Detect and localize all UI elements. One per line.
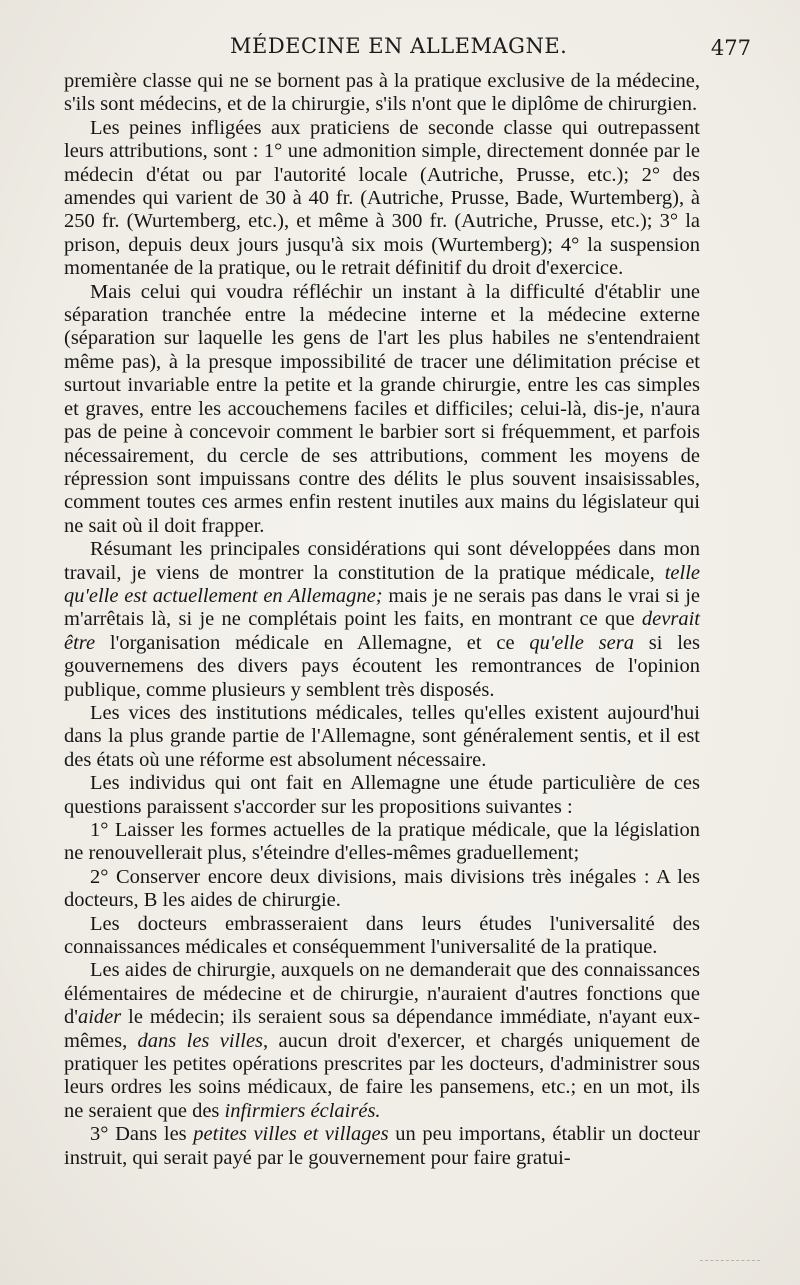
- paragraph-4-text-4: si les gouvernemens des divers pays écoutent les remontrances de l'opinion publique, comme plusieurs y semblent très disposés.: [64, 631, 701, 701]
- paragraph-4-text-2: mais je ne serais pas dans le vrai si je m'arrêtais là, si je ne complétais point les faits, en montrant ce que: [64, 584, 701, 631]
- paragraph-11-text-1: 3° Dans les: [90, 1123, 194, 1146]
- paragraph-10-text-3: , aucun droit d'exercer, et chargés uniquement de pratiquer les petites opérations prescrites par les docteurs, d'administrer sous leurs ordres les soins médicaux, de faire les pansemens, etc.; en un mot, ils ne seraient que des: [64, 1029, 700, 1122]
- paragraph-10-text-1: Les aides de chirurgie, auxquels on ne demanderait que des connaissances élémentaires de médecine et de chirurgie, n'auraient d'autres fonctions que d': [64, 959, 700, 1029]
- paragraph-8: 2° Conserver encore deux divisions, mais divisions très inégales : A les docteurs, B les aides de chirurgie.: [64, 865, 700, 912]
- paragraph-10-italic-2: dans les villes: [137, 1029, 264, 1052]
- paragraph-4-text-3: l'organisation médicale en Allemagne, et ce: [95, 631, 530, 654]
- paragraph-4: [64, 538, 700, 702]
- paragraph-10-italic-1: aider: [77, 1006, 122, 1029]
- paragraph-10-italic-3: infirmiers éclairés.: [224, 1099, 381, 1122]
- paragraph-10-text-2: le médecin; ils seraient sous sa dépendance immédiate, n'ayant eux-mêmes,: [64, 1006, 700, 1052]
- body-text: [64, 70, 700, 1170]
- paragraph-4-italic-3: qu'elle sera: [529, 631, 634, 654]
- paragraph-4-italic-2: devrait être: [64, 608, 700, 654]
- page-header: [60, 30, 765, 70]
- paragraph-4-text-1: Résumant les principales considérations qui sont développées dans mon travail, je viens de montrer la constitution de la pratique médicale,: [64, 538, 700, 584]
- paragraph-7: 1° Laisser les formes actuelles de la pratique médicale, que la législation ne renouvellerait plus, s'éteindre d'elles-mêmes graduellement;: [64, 819, 700, 865]
- paragraph-10: [64, 959, 700, 1123]
- scan-artifact: [700, 1260, 760, 1263]
- paragraph-1: première classe qui ne se bornent pas à la pratique exclusive de la médecine, s'ils sont médecins, et de la chirurgie, s'ils n'ont que le diplôme de chirurgien.: [64, 70, 700, 116]
- page-number: 477: [710, 36, 751, 60]
- paragraph-2: Les peines infligées aux praticiens de seconde classe qui outrepassent leurs attributions, sont : 1° une admonition simple, directement donnée par le médecin d'état ou par l'autorité locale (Autriche, Prusse, etc.); 2° des amendes qui varient de 30 à 40 fr. (Autriche, Prusse, Bade, Wurtemberg), à 250 fr. (Wurtemberg, etc.), et même à 300 fr. (Autriche, Prusse, etc.); 3° la prison, depuis deux jours jusqu'à six mois (Wurtemberg); 4° la suspension momentanée de la pratique, ou le retrait définitif du droit d'exercice.: [64, 116, 700, 280]
- paragraph-3: Mais celui qui voudra réfléchir un instant à la difficulté d'établir une séparation tranchée entre la médecine interne et la médecine externe (séparation sur laquelle les gens de l'art les plus habiles ne s'entendraient même pas), à la presque impossibilité de tracer une délimitation précise et surtout invariable entre la petite et la grande chirurgie, entre les cas simples et graves, entre les accouchemens faciles et difficiles; celui-là, dis-je, n'aura pas de peine à concevoir comment le barbier sort si fréquemment, et parfois nécessairement, du cercle de ses attributions, comment les moyens de répression sont impuissans contre des délits le plus souvent insaisissables, comment toutes ces armes enfin restent inutiles aux mains du législateur qui ne sait où il doit frapper.: [64, 280, 700, 537]
- paragraph-6: Les individus qui ont fait en Allemagne une étude particulière de ces questions paraissent s'accorder sur les propositions suivantes :: [64, 772, 700, 818]
- paragraph-11-italic-1: petites villes et villages: [193, 1123, 389, 1146]
- paragraph-4-italic-1: telle qu'elle est actuellement en Allemagne;: [64, 561, 700, 607]
- paragraph-11-text-2: un peu importans, établir un docteur instruit, qui serait payé par le gouvernement pour faire gratui-: [64, 1123, 700, 1169]
- paragraph-11: [64, 1123, 700, 1170]
- paragraph-9: Les docteurs embrasseraient dans leurs études l'universalité des connaissances médicales et conséquemment l'universalité de la pratique.: [64, 912, 700, 959]
- running-title: MÉDECINE EN ALLEMAGNE.: [230, 34, 568, 58]
- paragraph-5: Les vices des institutions médicales, telles qu'elles existent aujourd'hui dans la plus grande partie de l'Allemagne, sont généralement sentis, et il est des états où une réforme est absolument nécessaire.: [64, 701, 700, 771]
